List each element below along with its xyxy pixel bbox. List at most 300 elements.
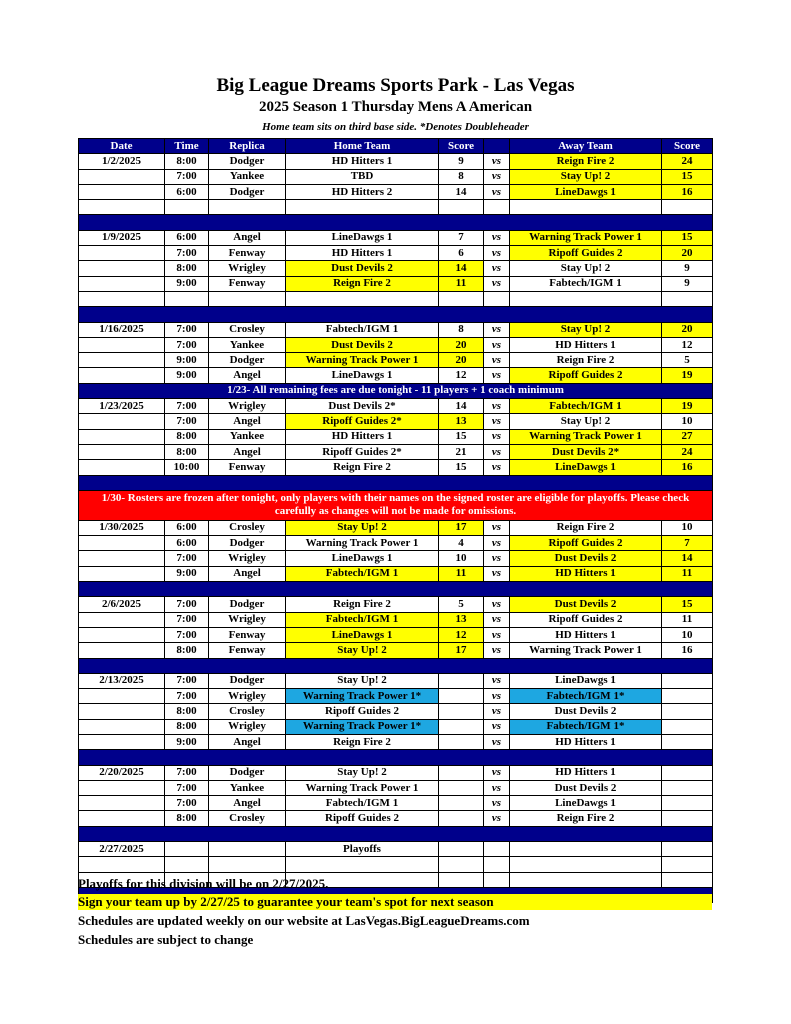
time-cell: 8:00 (165, 643, 209, 658)
col-home-score: Score (439, 139, 484, 154)
away-team-cell: HD Hitters 1 (510, 734, 662, 749)
vs-cell: vs (484, 566, 510, 581)
game-row (79, 627, 713, 642)
time-cell (165, 291, 209, 306)
home-score-cell (439, 200, 484, 215)
home-team-cell: Dust Devils 2 (286, 337, 439, 352)
game-row (79, 337, 713, 352)
home-score-cell (439, 765, 484, 780)
time-cell: 9:00 (165, 566, 209, 581)
away-team-cell (510, 857, 662, 872)
game-row (79, 734, 713, 749)
game-row (79, 460, 713, 475)
game-row (79, 184, 713, 199)
vs-cell (484, 200, 510, 215)
home-score-cell: 7 (439, 230, 484, 245)
away-score-cell (662, 811, 713, 826)
time-cell: 7:00 (165, 689, 209, 704)
home-score-cell (439, 734, 484, 749)
away-team-cell: Stay Up! 2 (510, 261, 662, 276)
away-team-cell: LineDawgs 1 (510, 460, 662, 475)
game-row (79, 551, 713, 566)
away-team-cell: LineDawgs 1 (510, 184, 662, 199)
time-cell: 7:00 (165, 612, 209, 627)
home-team-cell: Stay Up! 2 (286, 643, 439, 658)
game-row (79, 261, 713, 276)
time-cell: 7:00 (165, 337, 209, 352)
date-cell: 2/13/2025 (79, 673, 165, 688)
vs-cell (484, 291, 510, 306)
away-score-cell (662, 780, 713, 795)
away-score-cell: 7 (662, 536, 713, 551)
vs-cell: vs (484, 612, 510, 627)
schedule-table (78, 138, 713, 903)
game-row (79, 842, 713, 857)
away-score-cell: 20 (662, 322, 713, 337)
time-cell: 7:00 (165, 627, 209, 642)
home-team-cell: Fabtech/IGM 1 (286, 612, 439, 627)
away-team-cell: Ripoff Guides 2 (510, 246, 662, 261)
vs-cell: vs (484, 368, 510, 383)
date-cell (79, 414, 165, 429)
separator-row (79, 582, 713, 597)
away-score-cell: 9 (662, 276, 713, 291)
vs-cell: vs (484, 627, 510, 642)
time-cell (165, 842, 209, 857)
game-row (79, 765, 713, 780)
game-row (79, 566, 713, 581)
vs-cell: vs (484, 261, 510, 276)
separator-cell (79, 307, 713, 322)
separator-row (79, 658, 713, 673)
game-row (79, 719, 713, 734)
home-team-cell: Stay Up! 2 (286, 520, 439, 535)
replica-cell: Fenway (209, 276, 286, 291)
date-cell: 1/16/2025 (79, 322, 165, 337)
replica-cell: Dodger (209, 765, 286, 780)
time-cell: 7:00 (165, 322, 209, 337)
date-cell (79, 276, 165, 291)
replica-cell: Wrigley (209, 399, 286, 414)
date-cell (79, 291, 165, 306)
game-row (79, 353, 713, 368)
home-score-cell (439, 842, 484, 857)
away-score-cell (662, 689, 713, 704)
date-cell (79, 184, 165, 199)
home-score-cell: 11 (439, 566, 484, 581)
vs-cell: vs (484, 704, 510, 719)
away-score-cell: 27 (662, 429, 713, 444)
vs-cell: vs (484, 414, 510, 429)
home-score-cell: 20 (439, 337, 484, 352)
replica-cell: Angel (209, 734, 286, 749)
replica-cell: Fenway (209, 643, 286, 658)
time-cell: 6:00 (165, 520, 209, 535)
vs-cell: vs (484, 811, 510, 826)
home-team-cell: HD Hitters 1 (286, 429, 439, 444)
fees-banner-row (79, 383, 713, 398)
date-cell (79, 353, 165, 368)
game-row (79, 689, 713, 704)
replica-cell: Yankee (209, 429, 286, 444)
away-score-cell (662, 704, 713, 719)
replica-cell: Dodger (209, 597, 286, 612)
home-score-cell: 14 (439, 184, 484, 199)
date-cell (79, 734, 165, 749)
vs-cell: vs (484, 719, 510, 734)
away-team-cell: Fabtech/IGM 1* (510, 689, 662, 704)
time-cell: 7:00 (165, 597, 209, 612)
home-team-cell: Playoffs (286, 842, 439, 857)
game-row (79, 276, 713, 291)
home-score-cell: 15 (439, 460, 484, 475)
away-score-cell: 24 (662, 154, 713, 169)
replica-cell (209, 857, 286, 872)
home-score-cell: 10 (439, 551, 484, 566)
home-team-cell (286, 291, 439, 306)
vs-cell: vs (484, 246, 510, 261)
away-team-cell: Stay Up! 2 (510, 322, 662, 337)
home-score-cell: 5 (439, 597, 484, 612)
date-cell: 1/30/2025 (79, 520, 165, 535)
away-score-cell: 9 (662, 261, 713, 276)
replica-cell: Crosley (209, 704, 286, 719)
home-team-cell (286, 857, 439, 872)
home-score-cell: 15 (439, 429, 484, 444)
away-score-cell: 12 (662, 337, 713, 352)
replica-cell: Wrigley (209, 612, 286, 627)
game-row (79, 429, 713, 444)
replica-cell: Wrigley (209, 719, 286, 734)
time-cell: 8:00 (165, 704, 209, 719)
separator-row (79, 475, 713, 490)
vs-cell: vs (484, 154, 510, 169)
time-cell (165, 857, 209, 872)
date-cell (79, 444, 165, 459)
home-team-cell: Warning Track Power 1 (286, 780, 439, 795)
vs-cell: vs (484, 276, 510, 291)
away-score-cell: 11 (662, 566, 713, 581)
away-team-cell: Fabtech/IGM 1 (510, 399, 662, 414)
home-team-cell: Ripoff Guides 2 (286, 811, 439, 826)
time-cell: 7:00 (165, 169, 209, 184)
away-team-cell (510, 291, 662, 306)
page-title: Big League Dreams Sports Park - Las Vegas (216, 75, 575, 96)
home-team-cell: Fabtech/IGM 1 (286, 566, 439, 581)
replica-cell: Wrigley (209, 261, 286, 276)
date-cell (79, 368, 165, 383)
home-team-cell: TBD (286, 169, 439, 184)
fees-banner: 1/23- All remaining fees are due tonight - 11 players + 1 coach minimum (79, 383, 713, 398)
footer-website: Schedules are updated weekly on our website at LasVegas.BigLeagueDreams.com (78, 913, 530, 928)
time-cell: 8:00 (165, 719, 209, 734)
home-team-cell: Ripoff Guides 2 (286, 704, 439, 719)
away-team-cell: Dust Devils 2 (510, 704, 662, 719)
home-score-cell: 14 (439, 399, 484, 414)
away-team-cell: Stay Up! 2 (510, 169, 662, 184)
away-team-cell: Dust Devils 2 (510, 597, 662, 612)
date-cell: 2/27/2025 (79, 842, 165, 857)
replica-cell: Angel (209, 566, 286, 581)
game-row (79, 399, 713, 414)
time-cell: 6:00 (165, 184, 209, 199)
vs-cell: vs (484, 399, 510, 414)
replica-cell: Yankee (209, 780, 286, 795)
away-score-cell: 10 (662, 627, 713, 642)
col-home-team: Home Team (286, 139, 439, 154)
game-row (79, 643, 713, 658)
home-team-cell: Warning Track Power 1* (286, 719, 439, 734)
replica-cell: Wrigley (209, 689, 286, 704)
header-row (79, 139, 713, 154)
home-team-cell: Stay Up! 2 (286, 765, 439, 780)
replica-cell: Angel (209, 796, 286, 811)
away-team-cell: Ripoff Guides 2 (510, 368, 662, 383)
time-cell: 10:00 (165, 460, 209, 475)
date-cell (79, 261, 165, 276)
home-team-cell: Warning Track Power 1* (286, 689, 439, 704)
away-team-cell: HD Hitters 1 (510, 627, 662, 642)
empty-row (79, 857, 713, 872)
away-score-cell: 15 (662, 597, 713, 612)
col-away-score: Score (662, 139, 713, 154)
time-cell: 7:00 (165, 673, 209, 688)
replica-cell: Crosley (209, 322, 286, 337)
date-cell (79, 643, 165, 658)
home-team-cell: Reign Fire 2 (286, 276, 439, 291)
away-team-cell (510, 872, 662, 887)
time-cell: 8:00 (165, 429, 209, 444)
vs-cell: vs (484, 780, 510, 795)
away-score-cell: 11 (662, 612, 713, 627)
separator-row (79, 215, 713, 230)
vs-cell (484, 842, 510, 857)
away-score-cell (662, 291, 713, 306)
time-cell: 7:00 (165, 246, 209, 261)
date-cell (79, 337, 165, 352)
home-team-cell: Reign Fire 2 (286, 597, 439, 612)
home-score-cell: 20 (439, 353, 484, 368)
home-score-cell (439, 704, 484, 719)
away-team-cell: Dust Devils 2 (510, 551, 662, 566)
away-team-cell: HD Hitters 1 (510, 566, 662, 581)
game-row (79, 811, 713, 826)
time-cell (165, 200, 209, 215)
game-row (79, 169, 713, 184)
replica-cell: Dodger (209, 536, 286, 551)
replica-cell: Fenway (209, 246, 286, 261)
away-team-cell: LineDawgs 1 (510, 796, 662, 811)
date-cell (79, 704, 165, 719)
replica-cell (209, 200, 286, 215)
date-cell: 2/20/2025 (79, 765, 165, 780)
home-score-cell (439, 673, 484, 688)
home-team-cell: Dust Devils 2* (286, 399, 439, 414)
vs-cell: vs (484, 230, 510, 245)
game-row (79, 673, 713, 688)
away-score-cell: 16 (662, 643, 713, 658)
col-away-team: Away Team (510, 139, 662, 154)
home-team-cell: HD Hitters 1 (286, 154, 439, 169)
separator-cell (79, 750, 713, 765)
date-cell (79, 612, 165, 627)
vs-cell: vs (484, 460, 510, 475)
game-row (79, 414, 713, 429)
date-cell (79, 689, 165, 704)
time-cell: 9:00 (165, 353, 209, 368)
col-vs (484, 139, 510, 154)
home-score-cell: 4 (439, 536, 484, 551)
home-score-cell: 9 (439, 154, 484, 169)
home-score-cell (439, 780, 484, 795)
home-score-cell: 8 (439, 169, 484, 184)
away-score-cell: 5 (662, 353, 713, 368)
separator-cell (79, 582, 713, 597)
away-team-cell: Warning Track Power 1 (510, 643, 662, 658)
vs-cell: vs (484, 765, 510, 780)
home-score-cell: 11 (439, 276, 484, 291)
vs-cell: vs (484, 444, 510, 459)
home-score-cell: 17 (439, 520, 484, 535)
vs-cell (484, 857, 510, 872)
separator-cell (79, 215, 713, 230)
time-cell: 9:00 (165, 734, 209, 749)
away-score-cell (662, 719, 713, 734)
replica-cell: Yankee (209, 337, 286, 352)
date-cell: 1/23/2025 (79, 399, 165, 414)
game-row (79, 796, 713, 811)
home-score-cell: 8 (439, 322, 484, 337)
home-team-cell: Ripoff Guides 2* (286, 414, 439, 429)
away-score-cell: 15 (662, 230, 713, 245)
date-cell (79, 566, 165, 581)
replica-cell: Dodger (209, 184, 286, 199)
time-cell: 9:00 (165, 368, 209, 383)
home-score-cell: 13 (439, 414, 484, 429)
time-cell: 8:00 (165, 154, 209, 169)
home-team-cell: Fabtech/IGM 1 (286, 796, 439, 811)
time-cell: 7:00 (165, 765, 209, 780)
date-cell (79, 780, 165, 795)
time-cell: 6:00 (165, 230, 209, 245)
home-team-cell: Ripoff Guides 2* (286, 444, 439, 459)
separator-row (79, 826, 713, 841)
schedule-note: Home team sits on third base side. *Denotes Doubleheader (262, 121, 529, 133)
game-row (79, 612, 713, 627)
game-row (79, 322, 713, 337)
home-team-cell: HD Hitters 2 (286, 184, 439, 199)
away-team-cell: Reign Fire 2 (510, 353, 662, 368)
away-score-cell: 16 (662, 460, 713, 475)
home-team-cell: Warning Track Power 1 (286, 353, 439, 368)
home-score-cell: 21 (439, 444, 484, 459)
home-score-cell: 13 (439, 612, 484, 627)
vs-cell: vs (484, 643, 510, 658)
replica-cell: Angel (209, 230, 286, 245)
replica-cell: Crosley (209, 520, 286, 535)
away-team-cell: Reign Fire 2 (510, 154, 662, 169)
away-score-cell: 20 (662, 246, 713, 261)
footer-signup: Sign your team up by 2/27/25 to guarantee your team's spot for next season (78, 894, 712, 910)
away-score-cell: 10 (662, 520, 713, 535)
footer-disclaimer: Schedules are subject to change (78, 932, 254, 947)
home-team-cell: Warning Track Power 1 (286, 536, 439, 551)
vs-cell: vs (484, 169, 510, 184)
date-cell (79, 796, 165, 811)
away-team-cell: Dust Devils 2* (510, 444, 662, 459)
away-score-cell: 19 (662, 368, 713, 383)
time-cell: 6:00 (165, 536, 209, 551)
time-cell: 7:00 (165, 414, 209, 429)
date-cell (79, 200, 165, 215)
replica-cell: Fenway (209, 627, 286, 642)
time-cell: 8:00 (165, 444, 209, 459)
vs-cell: vs (484, 689, 510, 704)
replica-cell: Crosley (209, 811, 286, 826)
separator-row (79, 307, 713, 322)
home-score-cell (439, 811, 484, 826)
time-cell: 9:00 (165, 276, 209, 291)
time-cell: 8:00 (165, 811, 209, 826)
home-score-cell: 12 (439, 627, 484, 642)
away-team-cell (510, 200, 662, 215)
replica-cell: Angel (209, 368, 286, 383)
away-score-cell: 16 (662, 184, 713, 199)
game-row (79, 780, 713, 795)
home-team-cell (286, 200, 439, 215)
home-team-cell: LineDawgs 1 (286, 230, 439, 245)
home-team-cell: LineDawgs 1 (286, 551, 439, 566)
away-score-cell (662, 673, 713, 688)
roster-alert-row (79, 490, 713, 520)
replica-cell: Dodger (209, 154, 286, 169)
away-score-cell (662, 842, 713, 857)
time-cell: 7:00 (165, 796, 209, 811)
game-row (79, 368, 713, 383)
date-cell: 1/9/2025 (79, 230, 165, 245)
away-team-cell: Warning Track Power 1 (510, 230, 662, 245)
vs-cell: vs (484, 536, 510, 551)
game-row (79, 520, 713, 535)
home-team-cell: Reign Fire 2 (286, 460, 439, 475)
col-date: Date (79, 139, 165, 154)
away-team-cell: Stay Up! 2 (510, 414, 662, 429)
home-team-cell: LineDawgs 1 (286, 627, 439, 642)
date-cell (79, 460, 165, 475)
away-score-cell (662, 872, 713, 887)
replica-cell: Dodger (209, 353, 286, 368)
away-team-cell: Reign Fire 2 (510, 811, 662, 826)
replica-cell: Dodger (209, 673, 286, 688)
home-score-cell (439, 689, 484, 704)
home-score-cell: 6 (439, 246, 484, 261)
date-cell (79, 169, 165, 184)
away-team-cell: LineDawgs 1 (510, 673, 662, 688)
home-team-cell: Dust Devils 2 (286, 261, 439, 276)
game-row (79, 536, 713, 551)
replica-cell: Fenway (209, 460, 286, 475)
page-subtitle: 2025 Season 1 Thursday Mens A American (258, 99, 533, 115)
schedule-body (79, 154, 713, 903)
date-cell (79, 811, 165, 826)
date-cell (79, 429, 165, 444)
date-cell (79, 551, 165, 566)
separator-row (79, 750, 713, 765)
away-score-cell: 10 (662, 414, 713, 429)
empty-row (79, 291, 713, 306)
home-team-cell: HD Hitters 1 (286, 246, 439, 261)
date-cell: 1/2/2025 (79, 154, 165, 169)
